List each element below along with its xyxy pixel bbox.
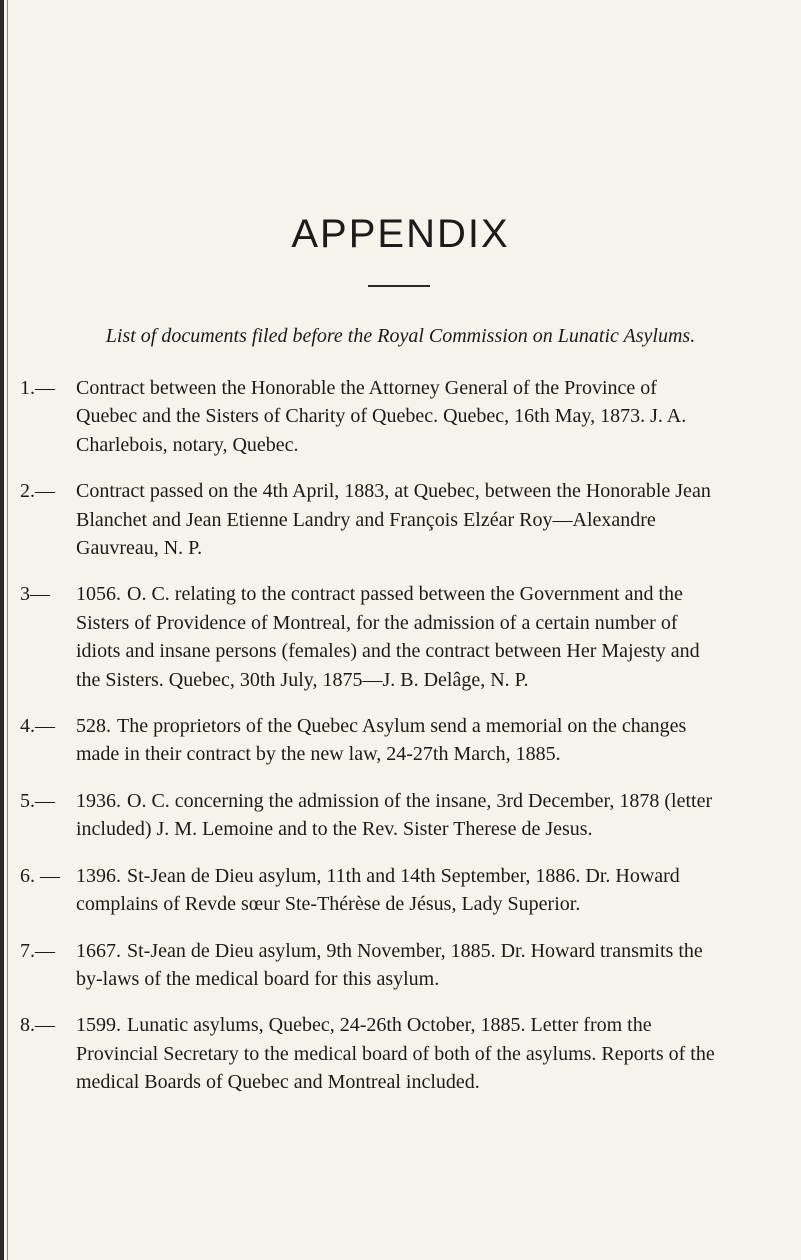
item-number: 8.—	[20, 1014, 55, 1037]
item-text: Contract between the Honorable the Attorney General of the Province of Quebec and the Sisters of Charity of Quebec. Quebec, 16th May, 1873. J. A. Charlebois, notary, Quebec.	[76, 377, 687, 456]
list-item	[20, 712, 720, 769]
title-divider	[368, 285, 430, 287]
page-title: APPENDIX	[291, 212, 510, 256]
item-number: 3—	[20, 583, 50, 606]
list-item	[20, 937, 720, 994]
item-reference: 1667.	[76, 939, 121, 962]
list-item	[20, 1011, 720, 1096]
item-text: The proprietors of the Quebec Asylum send a memorial on the changes made in their contract by the new law, 24-27th March, 1885.	[76, 715, 687, 766]
item-reference: 1396.	[76, 864, 121, 887]
item-text: St-Jean de Dieu asylum, 9th November, 1885. Dr. Howard transmits the by-laws of the medical board for this asylum.	[76, 939, 703, 990]
item-number: 4.—	[20, 715, 55, 738]
item-number: 6. —	[20, 864, 60, 887]
document-list	[20, 374, 720, 1115]
list-item	[20, 580, 720, 694]
item-number: 1.—	[20, 377, 55, 399]
list-item	[20, 787, 720, 844]
item-reference: 1936.	[76, 789, 121, 812]
list-item	[20, 477, 720, 562]
page-binding-edge	[0, 0, 4, 1260]
list-item	[20, 374, 720, 459]
list-item	[20, 862, 720, 919]
item-number: 2.—	[20, 480, 55, 503]
item-text: O. C. relating to the contract passed between the Government and the Sisters of Providence of Montreal, for the admission of a certain number of idiots and insane persons (females) and the contract between Her Majesty and the Sisters. Quebec, 30th July, 1875—J. B. Delâge, N. P.	[76, 583, 700, 691]
item-reference: 528.	[76, 715, 111, 738]
item-reference: 1056.	[76, 583, 121, 606]
item-text: Contract passed on the 4th April, 1883, at Quebec, between the Honorable Jean Blanchet and Jean Etienne Landry and François Elzéar Roy—Alexandre Gauvreau, N. P.	[76, 480, 711, 560]
item-number: 7.—	[20, 939, 55, 962]
item-number: 5.—	[20, 789, 55, 812]
item-text: Lunatic asylums, Quebec, 24-26th October, 1885. Letter from the Provincial Secretary to the medical board of both of the asylums. Reports of the medical Boards of Quebec and Montreal included.	[76, 1014, 715, 1094]
item-text: St-Jean de Dieu asylum, 11th and 14th September, 1886. Dr. Howard complains of Revde sœur Ste-Thérèse de Jésus, Lady Superior.	[76, 864, 680, 916]
document-list-caption: List of documents filed before the Royal Commission on Lunatic Asylums.	[105, 325, 696, 347]
page-binding-line	[7, 0, 8, 1260]
item-text: O. C. concerning the admission of the insane, 3rd December, 1878 (letter included) J. M. Lemoine and to the Rev. Sister Therese de Jesus.	[76, 789, 713, 841]
item-reference: 1599.	[76, 1014, 121, 1037]
